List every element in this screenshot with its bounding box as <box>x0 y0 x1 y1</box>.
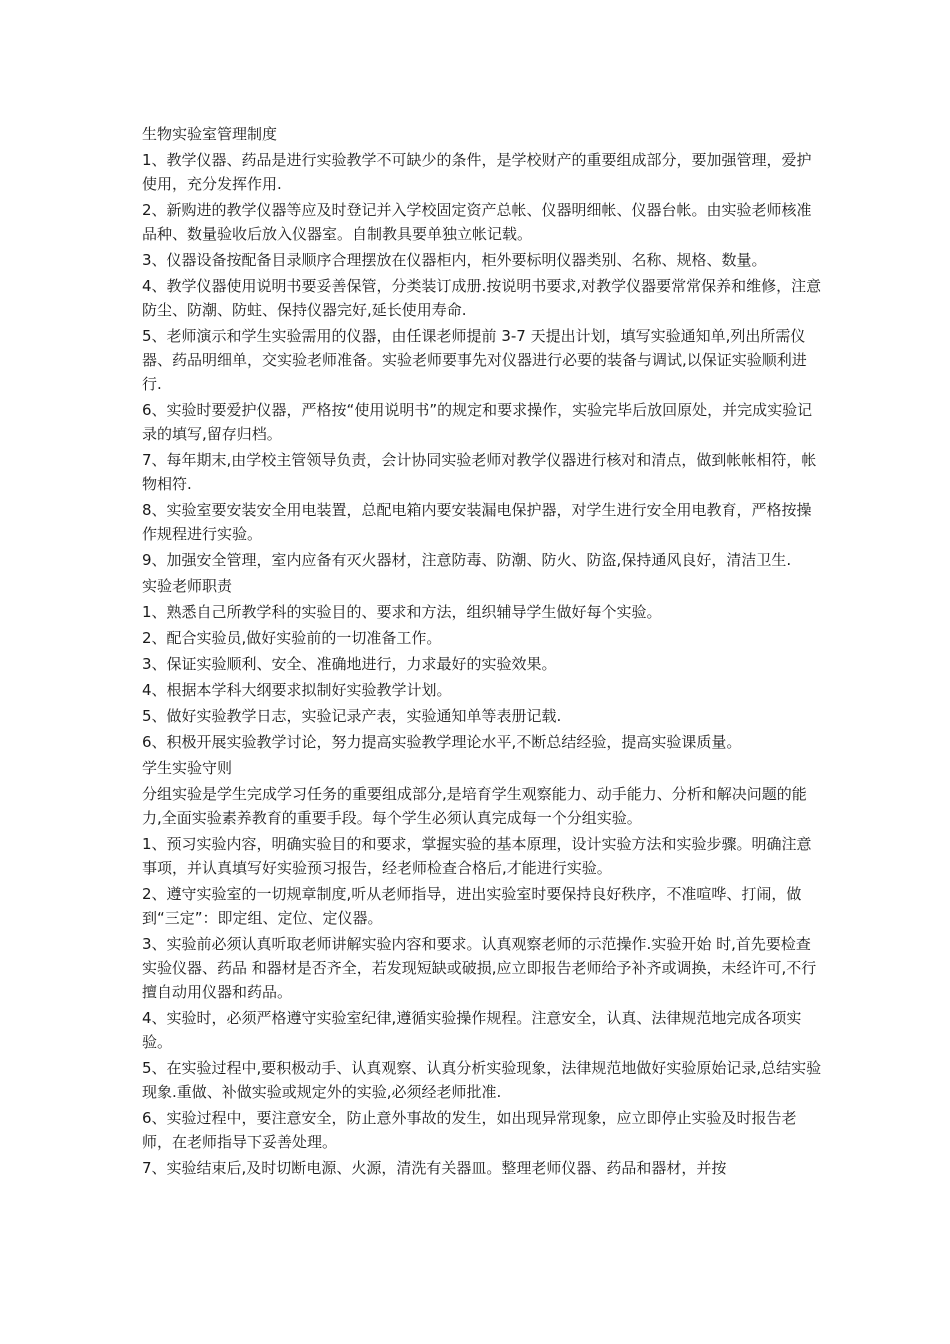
rule-item-8: 8、实验室要安装安全用电装置，总配电箱内要安装漏电保护器，对学生进行安全用电教育，严格按操作规程进行实验。 <box>142 501 812 543</box>
document-body <box>142 122 822 1182</box>
rule-item-1: 1、教学仪器、药品是进行实验教学不可缺少的条件，是学校财产的重要组成部分，要加强管理，爱护使用，充分发挥作用. <box>142 151 812 193</box>
section-title-student-rules: 学生实验守则 <box>142 759 233 777</box>
student-rules-intro: 分组实验是学生完成学习任务的重要组成部分,是培育学生观察能力、动手能力、分析和解决问题的能力,全面实验素养教育的重要手段。每个学生必须认真完成每一个分组实验。 <box>142 785 807 827</box>
duty-item-5: 5、做好实验教学日志，实验记录产表，实验通知单等表册记载. <box>142 707 562 725</box>
rule-item-9: 9、加强安全管理，室内应备有灭火器材，注意防毒、防潮、防火、防盗,保持通风良好，清洁卫生. <box>142 551 792 569</box>
student-rule-item-7: 7、实验结束后,及时切断电源、火源，清洗有关器皿。整理老师仪器、药品和器材，并按 <box>142 1159 727 1177</box>
student-rule-item-1: 1、预习实验内容，明确实验目的和要求，掌握实验的基本原理，设计实验方法和实验步骤。明确注意事项，并认真填写好实验预习报告，经老师检查合格后,才能进行实验。 <box>142 835 812 877</box>
duty-item-3: 3、保证实验顺利、安全、准确地进行，力求最好的实验效果。 <box>142 655 557 673</box>
student-rule-item-2: 2、遵守实验室的一切规章制度,听从老师指导，进出实验室时要保持良好秩序，不准喧哗、打闹，做到“三定”：即定组、定位、定仪器。 <box>142 885 802 927</box>
rule-item-2: 2、新购进的教学仪器等应及时登记并入学校固定资产总帐、仪器明细帐、仪器台帐。由实验老师核准品种、数量验收后放入仪器室。自制教具要单独立帐记载。 <box>142 201 812 243</box>
duty-item-1: 1、熟悉自己所教学科的实验目的、要求和方法，组织辅导学生做好每个实验。 <box>142 603 662 621</box>
duty-item-2: 2、配合实验员,做好实验前的一切准备工作。 <box>142 629 442 647</box>
rule-item-7: 7、每年期末,由学校主管领导负责，会计协同实验老师对教学仪器进行核对和清点，做到帐帐相符，帐物相符. <box>142 451 817 493</box>
rule-item-5: 5、老师演示和学生实验需用的仪器，由任课老师提前 3-7 天提出计划，填写实验通知单,列出所需仪器、药品明细单，交实验老师准备。实验老师要事先对仪器进行必要的装备与调试,以保证实验顺利进行. <box>142 327 807 393</box>
rule-item-4: 4、教学仪器使用说明书要妥善保管，分类装订成册.按说明书要求,对教学仪器要常常保养和维修，注意防尘、防潮、防蛀、保持仪器完好,延长使用寿命. <box>142 277 822 319</box>
student-rule-item-4: 4、实验时，必须严格遵守实验室纪律,遵循实验操作规程。注意安全，认真、法律规范地完成各项实验。 <box>142 1009 802 1051</box>
student-rule-item-5: 5、在实验过程中,要积极动手、认真观察、认真分析实验现象，法律规范地做好实验原始记录,总结实验现象.重做、补做实验或规定外的实验,必须经老师批准. <box>142 1059 822 1101</box>
duty-item-6: 6、积极开展实验教学讨论，努力提高实验教学理论水平,不断总结经验，提高实验课质量。 <box>142 733 742 751</box>
student-rule-item-6: 6、实验过程中，要注意安全，防止意外事故的发生，如出现异常现象，应立即停止实验及时报告老师，在老师指导下妥善处理。 <box>142 1109 797 1151</box>
rule-item-3: 3、仪器设备按配备目录顺序合理摆放在仪器柜内，柜外要标明仪器类别、名称、规格、数量。 <box>142 251 767 269</box>
duty-item-4: 4、根据本学科大纲要求拟制好实验教学计划。 <box>142 681 452 699</box>
rule-item-6: 6、实验时要爱护仪器，严格按“使用说明书”的规定和要求操作，实验完毕后放回原处，并完成实验记录的填写,留存归档。 <box>142 401 813 443</box>
student-rule-item-3: 3、实验前必须认真听取老师讲解实验内容和要求。认真观察老师的示范操作.实验开始 时,首先要检查实验仪器、药品 和器材是否齐全，若发现短缺或破损,应立即报告老师给予补齐或调换，未经许可,不行擅自动用仪器和药品。 <box>142 935 817 1001</box>
section-title-lab-rules: 生物实验室管理制度 <box>142 125 278 143</box>
section-title-teacher-duties: 实验老师职责 <box>142 577 233 595</box>
